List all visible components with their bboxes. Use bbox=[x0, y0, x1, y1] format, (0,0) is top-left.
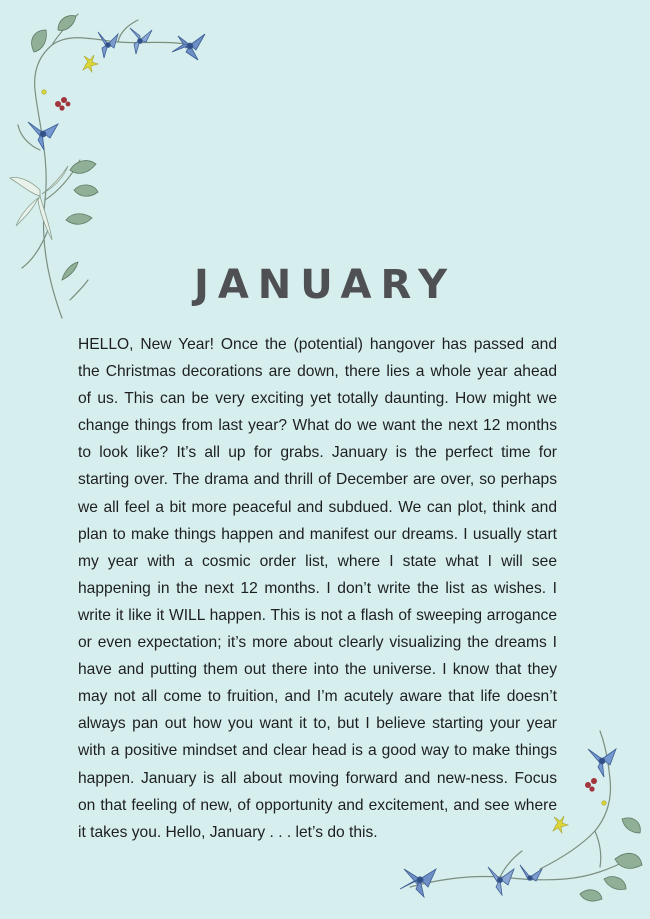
page-title: JANUARY bbox=[193, 262, 457, 308]
body-paragraph: HELLO, New Year! Once the (potential) hangover has passed and the Christmas decorations are down, there lies a whole year ahead of us. This can be very exciting yet totally daunting. How might we change things from last year? What do we want the next 12 months to look like? It’s all up for grabs. January is the perfect time for starting over. The drama and thrill of December are over, so perhaps we all feel a bit more peaceful and subdued. We can plot, think and plan to make things happen and manifest our dreams. I usually start my year with a cosmic order list, where I state what I will see happening in the next 12 months. I don’t write the list as wishes. I write it like it WILL happen. This is not a flash of sweeping arrogance or even expectation; it’s more about clearly visualizing the dreams I have and putting them out there into the universe. I know that they may not all come to fruition, and I’m acutely aware that life doesn’t always pan out how you want it to, but I believe starting your year with a positive mindset and clear head is a good way to make things happen. January is all about moving forward and new-ness. Focus on that feeling of new, of opportunity and excitement, and see where it takes you. Hello, January . . . let’s do this. bbox=[78, 336, 557, 841]
blue-flower-icon bbox=[400, 869, 436, 897]
blue-flower-icon bbox=[172, 34, 205, 60]
